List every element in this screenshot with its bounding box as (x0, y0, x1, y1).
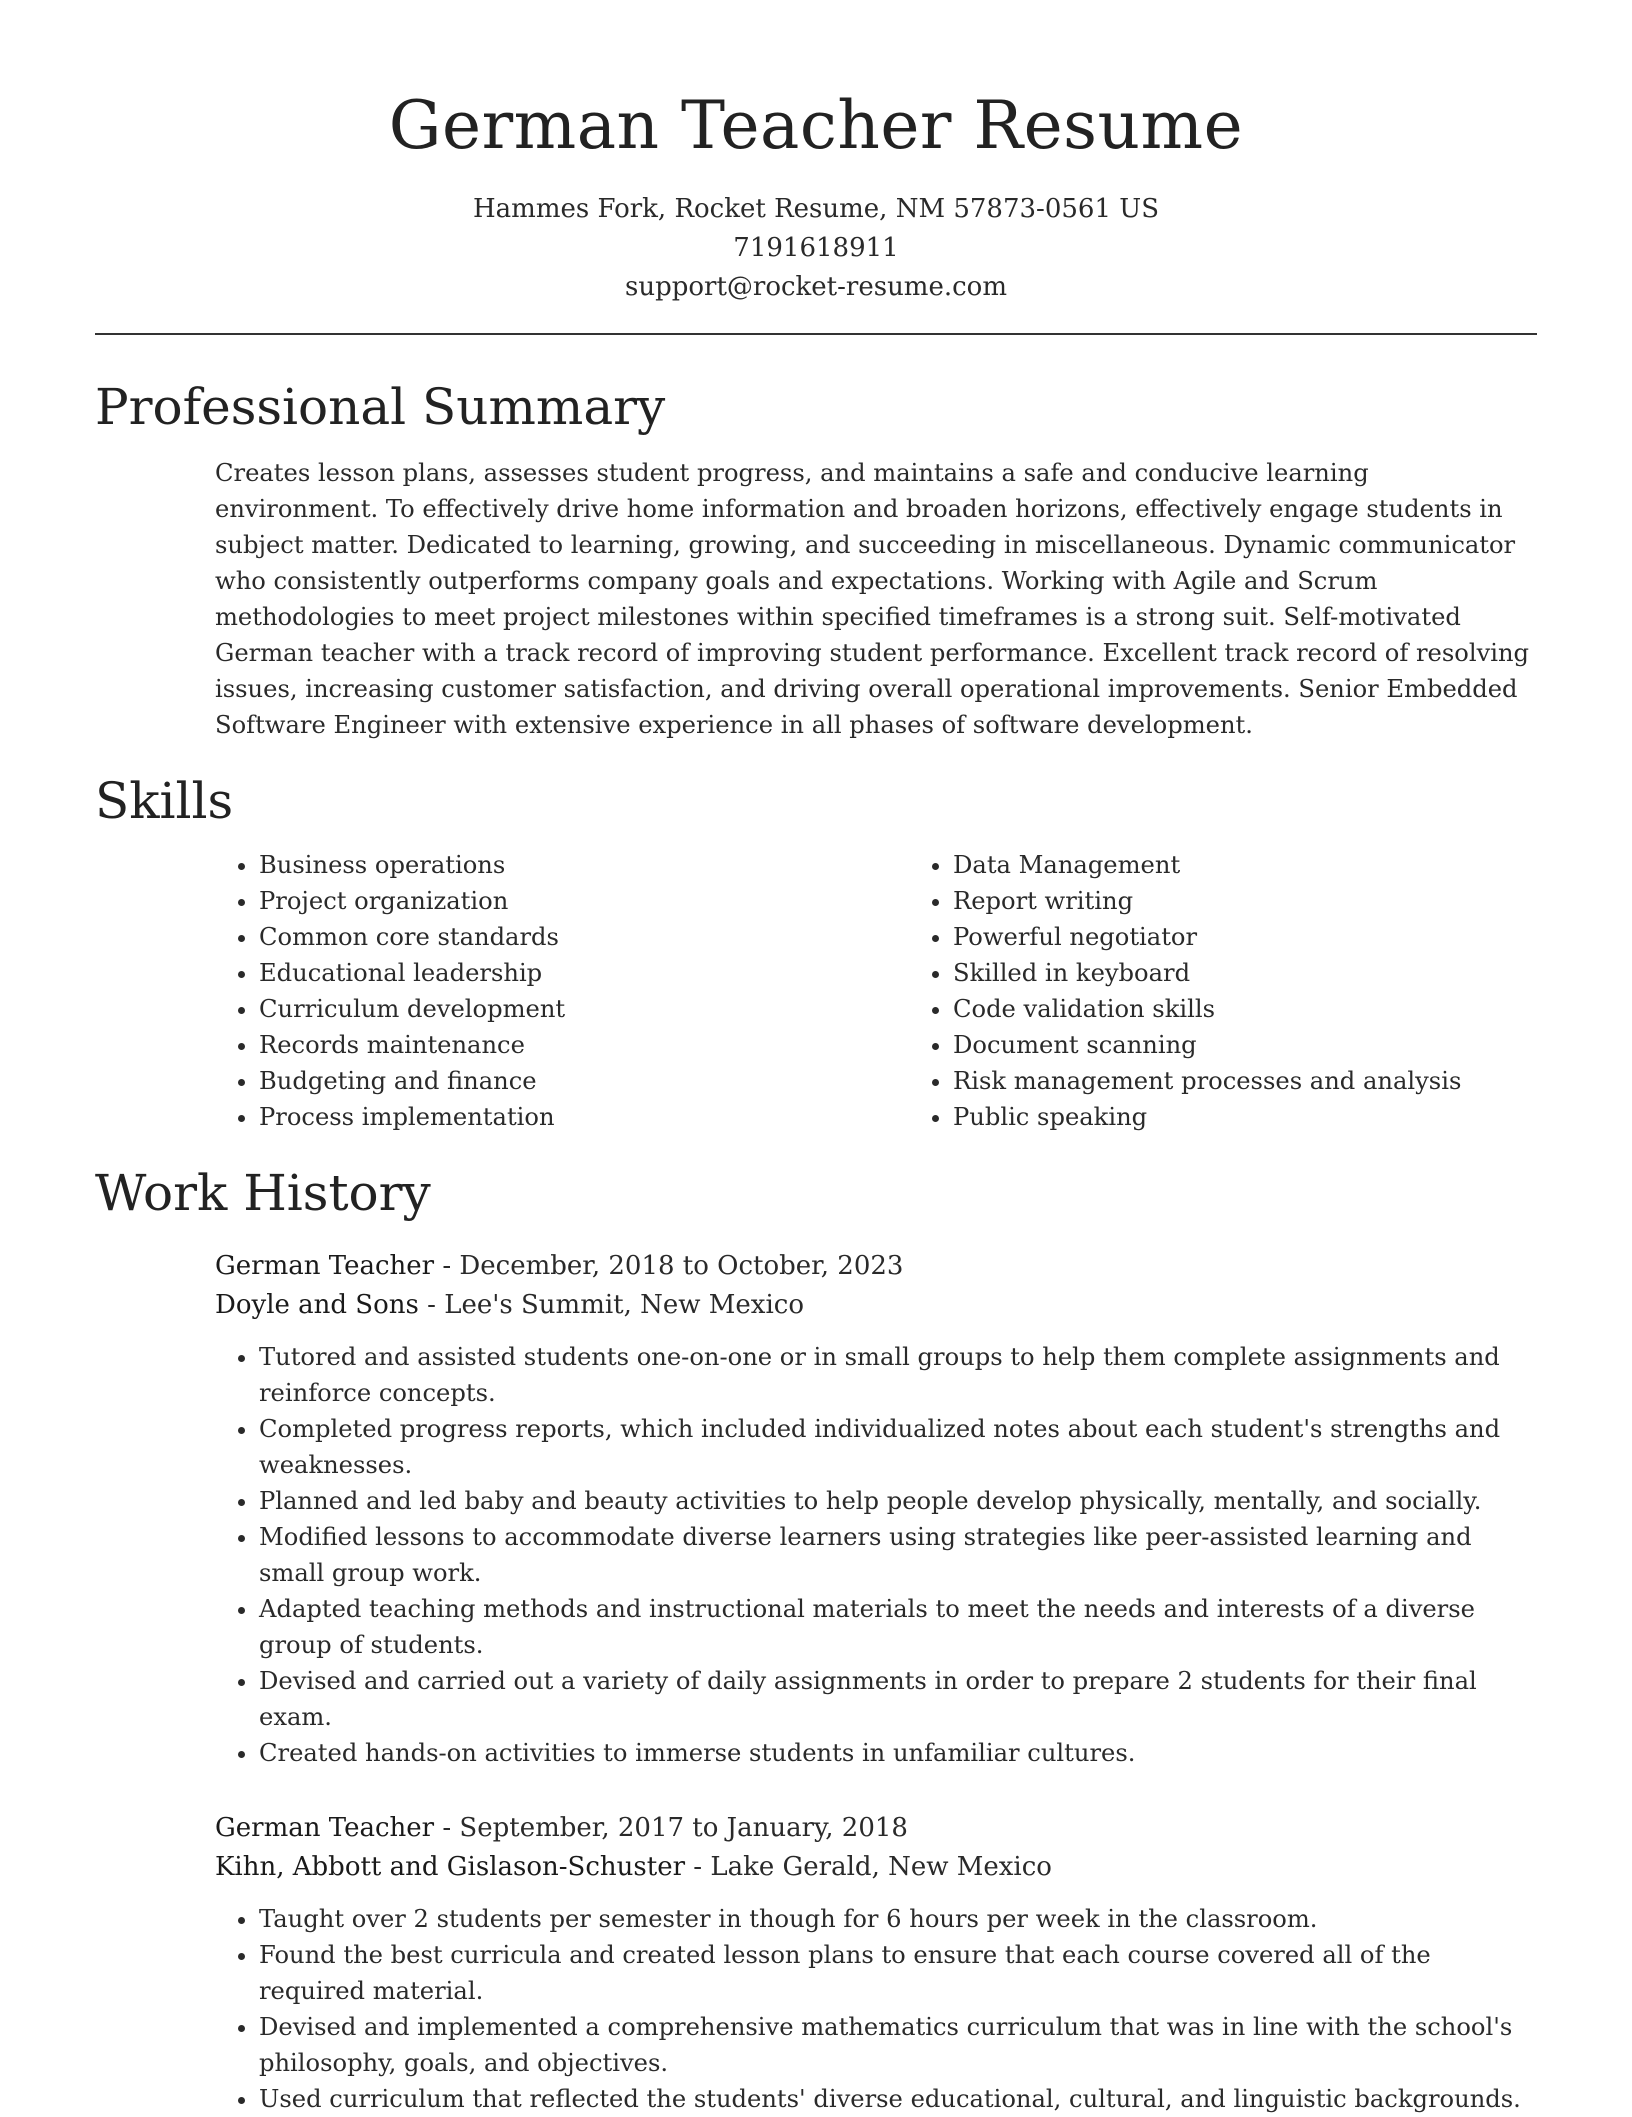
job-bullet: • Tutored and assisted students one-on-one or in small groups to help them complete assignments and reinforce concepts. (259, 1339, 1537, 1411)
job-position: German Teacher (215, 1251, 435, 1281)
skill-item: • Records maintenance (259, 1027, 909, 1063)
job-bullet: • Completed progress reports, which included individualized notes about each student's strengths and weaknesses. (259, 1411, 1537, 1483)
work-history-section (95, 1163, 1537, 2117)
summary-heading: Professional Summary (95, 378, 666, 436)
job-company-line (215, 1848, 1537, 1887)
skill-item: • Budgeting and finance (259, 1063, 909, 1099)
job-bullet: • Planned and led baby and beauty activities to help people develop physically, mentally, and socially. (259, 1483, 1537, 1519)
job-position: German Teacher (215, 1813, 435, 1843)
skills-grid (215, 847, 1537, 1135)
skills-column-left (215, 847, 909, 1135)
job-dates: - December, 2018 to October, 2023 (434, 1251, 904, 1281)
work-history-heading: Work History (95, 1164, 431, 1222)
job-company: Doyle and Sons (215, 1290, 419, 1320)
job-bullets (215, 1339, 1537, 1771)
job-bullet: • Found the best curricula and created lesson plans to ensure that each course covered all of the required material. (259, 1937, 1537, 2009)
skill-item: • Curriculum development (259, 991, 909, 1027)
skill-item: • Powerful negotiator (953, 919, 1461, 955)
job-entry (215, 1809, 1537, 2117)
job-company: Kihn, Abbott and Gislason-Schuster (215, 1852, 686, 1882)
skills-section (95, 771, 1537, 1135)
skill-item: • Report writing (953, 883, 1461, 919)
skill-item: • Risk management processes and analysis (953, 1063, 1461, 1099)
job-bullet: • Taught over 2 students per semester in though for 6 hours per week in the classroom. (259, 1901, 1537, 1937)
job-title-line (215, 1809, 1537, 1848)
contact-block (95, 190, 1537, 307)
skill-item: • Process implementation (259, 1099, 909, 1135)
job-bullet: • Adapted teaching methods and instructional materials to meet the needs and interests of a diverse group of students. (259, 1591, 1537, 1663)
resume-header (95, 0, 1537, 307)
skill-item: • Data Management (953, 847, 1461, 883)
skills-column-right (909, 847, 1461, 1135)
skill-item: • Code validation skills (953, 991, 1461, 1027)
job-bullet: • Created hands-on activities to immerse students in unfamiliar cultures. (259, 1735, 1537, 1771)
job-title-line (215, 1247, 1537, 1286)
header-divider (95, 333, 1537, 335)
contact-phone: 7191618911 (733, 233, 899, 263)
skill-item: • Project organization (259, 883, 909, 919)
job-location: - Lake Gerald, New Mexico (685, 1852, 1052, 1882)
contact-email: support@rocket-resume.com (624, 272, 1007, 302)
job-location: - Lee's Summit, New Mexico (418, 1290, 804, 1320)
job-dates: - September, 2017 to January, 2018 (434, 1813, 908, 1843)
skills-heading: Skills (95, 772, 234, 830)
job-bullets (215, 1901, 1537, 2117)
job-company-line (215, 1286, 1537, 1325)
resume-title: German Teacher Resume (388, 87, 1244, 164)
job-bullet: • Modified lessons to accommodate diverse learners using strategies like peer-assisted learning and small group work. (259, 1519, 1537, 1591)
skill-item: • Document scanning (953, 1027, 1461, 1063)
skill-item: • Skilled in keyboard (953, 955, 1461, 991)
skill-item: • Educational leadership (259, 955, 909, 991)
skill-item: • Common core standards (259, 919, 909, 955)
skill-item: • Business operations (259, 847, 909, 883)
job-entry (215, 1247, 1537, 1771)
job-bullet: • Used curriculum that reflected the students' diverse educational, cultural, and linguistic backgrounds. (259, 2081, 1537, 2117)
job-bullet: • Devised and carried out a variety of daily assignments in order to prepare 2 students for their final exam. (259, 1663, 1537, 1735)
summary-section (95, 377, 1537, 743)
contact-address: Hammes Fork, Rocket Resume, NM 57873-0561 US (472, 194, 1160, 224)
job-bullet: • Devised and implemented a comprehensive mathematics curriculum that was in line with the school's philosophy, goals, and objectives. (259, 2009, 1537, 2081)
skill-item: • Public speaking (953, 1099, 1461, 1135)
summary-paragraph: Creates lesson plans, assesses student progress, and maintains a safe and conducive learning environment. To effectively drive home information and broaden horizons, effectively engage students in subject matter. Dedicated to learning, growing, and succeeding in miscellaneous. Dynamic communicator who consistently outperforms company goals and expectations. Working with Agile and Scrum methodologies to meet project milestones within specified timeframes is a strong suit. Self-motivated German teacher with a track record of improving student performance. Excellent track record of resolving issues, increasing customer satisfaction, and driving overall operational improvements. Senior Embedded Software Engineer with extensive experience in all phases of software development. (215, 459, 1530, 739)
